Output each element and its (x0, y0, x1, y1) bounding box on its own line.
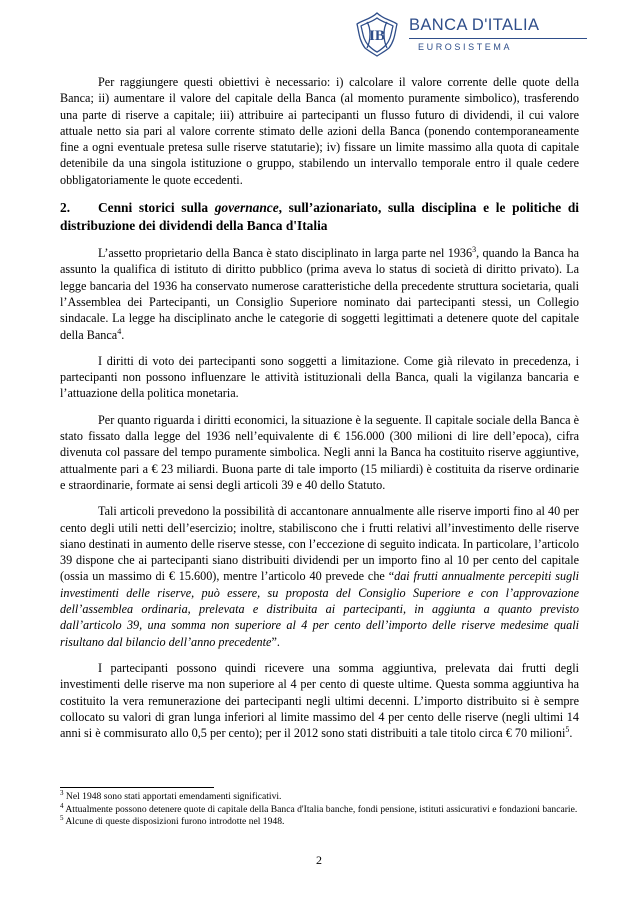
heading-italic-term: governance (214, 200, 279, 216)
footnote-separator (60, 787, 214, 788)
banca-italia-emblem-icon (353, 10, 401, 58)
paragraph-articles: Tali articoli prevedono la possibilità di accantonare annualmente alle riserve importi fino al 40 per cento degli utili netti dell’esercizio; inoltre, stabiliscono che i frutti relativi all’investimento delle riserve siano destinati in aumento delle riserve stesse, con l’eccezione di seguito indicata. In particolare, l’articolo 39 dispone che ai partecipanti siano distribuiti dividendi per un importo fino al 10 per cento del capitale (ossia un massimo di € 15.600), mentre l’articolo 40 prevede che “dai frutti annualmente percepiti sugli investimenti delle riserve, può essere, su proposta del Consiglio Superiore e con l’approvazione dell’assemblea ordinaria, prelevata e distribuita ai partecipanti, in aggiunta a quanto previsto dall’articolo 39, una somma non superiore al 4 per cento dell’importo delle riserve medesime quali risultano dal bilancio dell’anno precedente”. (60, 504, 579, 649)
footnote-5: $^5$ Alcune di queste disposizioni furono introdotte nel 1948. (60, 814, 285, 828)
paragraph-ownership: L’assetto proprietario della Banca è stato disciplinato in larga parte nel 1936$^3$, quando la Banca ha assunto la qualifica di istituto di diritto pubblico (prima aveva lo status di società di diritto privato). La legge bancaria del 1936 ha conservato numerose caratteristiche della precedente struttura societaria, quali l’Assemblea dei Partecipanti, un Consiglio Superiore nominato dai partecipanti stessi, un Collegio sindacale. La legge ha disciplinato anche le categorie di soggetti legittimati a detenere quote del capitale della Banca$^4$. (60, 245, 580, 342)
footnote-ref-3: 3 (472, 245, 477, 255)
banca-italia-logo (353, 10, 588, 60)
logo-divider (409, 38, 587, 39)
footnote-ref-5: 5 (565, 725, 570, 735)
section-number: 2. (60, 200, 71, 216)
logo-title: BANCA D'ITALIA (409, 16, 540, 34)
footnote-ref-4: 4 (117, 326, 122, 336)
article-40-quote: dai frutti annualmente percepiti sugli investimenti delle riserve, può essere, su proposta del Consiglio Superiore e con l’approvazione dell’assemblea ordinaria, prelevata e distribuita ai partecipanti, in aggiunta a quanto previsto dall’articolo 39, una somma non superiore al 4 per cento dell’importo delle riserve medesime quali risultano dal bilancio dell’anno precedente (60, 569, 579, 649)
paragraph-economic-rights: Per quanto riguarda i diritti economici, la situazione è la seguente. Il capitale sociale della Banca è stato fissato dalla legge del 1936 nell’equivalente di € 156.000 (300 milioni di lire dell’epoca), cifra divenuta col passare del tempo puramente simbolica. Negli anni la Banca ha costituito riserve aggiuntive, attualmente pari a € 23 miliardi. Buona parte di tale importo (15 miliardi) è costituita da riserve ordinarie e straordinarie, formate ai sensi degli articoli 39 e 40 dello Statuto. (60, 412, 579, 492)
footnote-3: $^3$ Nel 1948 sono stati apportati emendamenti significativi. (60, 788, 282, 802)
section-heading: 2. Cenni storici sulla governance, sull’azionariato, sulla disciplina e le politiche di distribuzione dei dividendi della Banca d'Italia (60, 200, 579, 234)
paragraph-distribution: I partecipanti possono quindi ricevere una somma aggiuntiva, prelevata dai frutti degli investimenti delle riserve ma non superiore al 4 per cento di queste ultime. Questa somma aggiuntiva ha costituito la vera remunerazione dei partecipanti negli ultimi decenni. L’importo distribuito si è sempre collocato su valori di gran lunga inferiori al limite massimo del 4 per cento delle riserve (negli ultimi 14 anni si è commisurato allo 0,5 per cento); per il 2012 sono stati distribuiti a tale titolo circa € 70 milioni$^5$. (60, 660, 579, 741)
logo-subtitle: EUROSISTEMA (418, 42, 513, 52)
paragraph-objectives: Per raggiungere questi obiettivi è necessario: i) calcolare il valore corrente delle quote della Banca; ii) aumentare il valore del capitale della Banca (al momento puramente simbolico), trasferendo una parte di riserve a capitale; iii) attribuire ai partecipanti un flusso futuro di dividendi, il cui valore attuale netto sia pari al valore corrente stimato delle azioni della Banca (ponendo contemporaneamente fine a ogni eventuale pretesa sulle riserve statutarie); iv) fissare un limite massimo alla quota di capitale detenibile da una singola istituzione o gruppo, stabilendo un intervallo temporale entro il quale cedere obbligatoriamente le quote eccedenti. (60, 75, 579, 187)
page-number: 2 (316, 853, 322, 867)
svg-text:IB: IB (369, 28, 385, 44)
footnotes (60, 788, 579, 829)
main-content (60, 74, 579, 741)
paragraph-voting-rights: I diritti di voto dei partecipanti sono soggetti a limitazione. Come già rilevato in precedenza, i partecipanti non possono influenzare le attività istituzionali della Banca, quali la vigilanza bancaria e l’attuazione della politica monetaria. (60, 353, 579, 401)
footnote-4: $^4$ Attualmente possono detenere quote di capitale della Banca d'Italia banche, fondi pensione, istituti assicurativi e fondazioni bancarie. (60, 801, 578, 815)
